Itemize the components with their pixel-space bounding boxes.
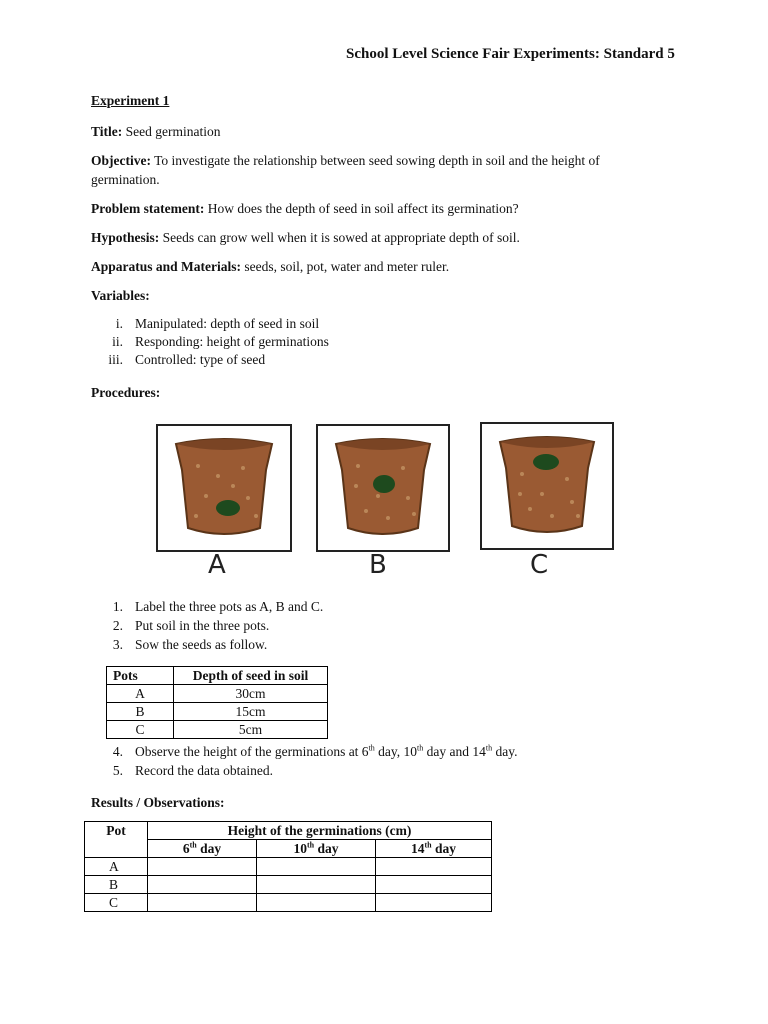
apparatus-text: seeds, soil, pot, water and meter ruler. [244,259,450,274]
results-table [84,821,492,912]
hypothesis-line [91,228,651,247]
results-header-day6: 6th day [148,840,257,858]
results-header-day14: 14th day [376,840,492,858]
pot-c-illustration [480,422,614,550]
pot-a-illustration [156,424,292,552]
objective-text-cont: germination. [91,172,160,187]
depth-table-header-depth: Depth of seed in soil [174,667,328,685]
experiment-heading: Experiment 1 [91,93,170,108]
hypothesis-label: Hypothesis: [91,230,160,245]
table-row: B 15cm [107,703,328,721]
title-line [91,122,651,141]
objective-text: To investigate the relationship between seed sowing depth in soil and the height of [154,153,600,168]
results-header-pot: Pot [85,822,148,858]
results-header-height: Height of the germinations (cm) [148,822,492,840]
title-text: Seed germination [125,124,221,139]
results-header-day10: 10th day [257,840,376,858]
pot-label-b: B [369,550,387,580]
pot-label-c: C [530,550,549,580]
table-row: C [85,894,492,912]
page-header: School Level Science Fair Experiments: Standard 5 [346,46,675,62]
problem-line [91,199,651,218]
hypothesis-text: Seeds can grow well when it is sowed at appropriate depth of soil. [162,230,520,245]
objective-label: Objective: [91,153,151,168]
variables-heading: Variables: [91,288,150,303]
table-row: A 30cm [107,685,328,703]
apparatus-line [91,257,651,276]
results-heading: Results / Observations: [91,795,225,810]
depth-table-header-pots: Pots [107,667,174,685]
title-label: Title: [91,124,123,139]
objective-line [91,151,651,189]
table-row: B [85,876,492,894]
problem-label: Problem statement: [91,201,205,216]
pot-label-a: A [208,550,226,580]
apparatus-label: Apparatus and Materials: [91,259,242,274]
procedures-heading: Procedures: [91,385,161,400]
pot-b-illustration [316,424,450,552]
depth-table [106,666,328,739]
table-row: A [85,858,492,876]
problem-text: How does the depth of seed in soil affect its germination? [207,201,519,216]
table-row: C 5cm [107,721,328,739]
